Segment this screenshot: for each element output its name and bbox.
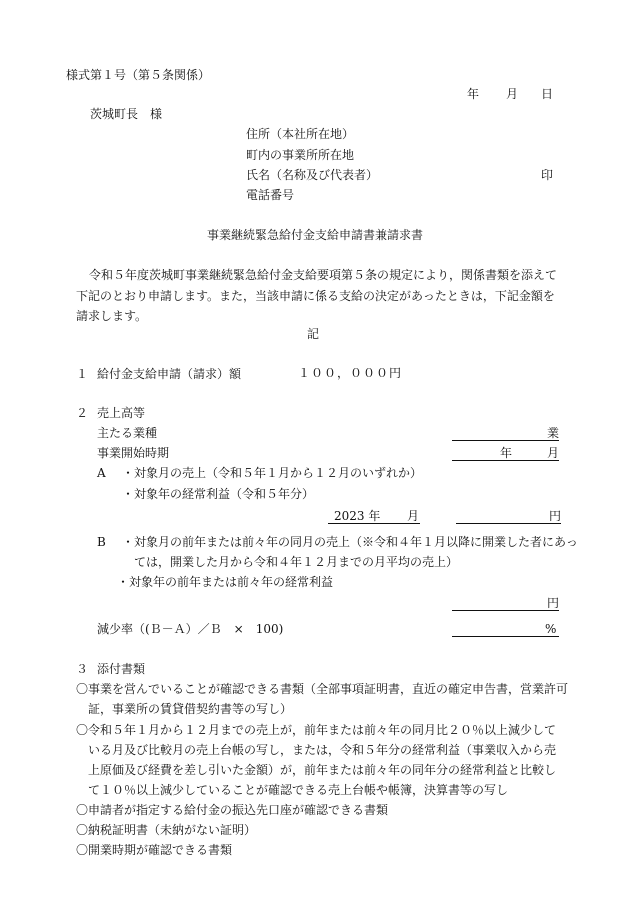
business-type-label: 主たる業種 xyxy=(97,426,158,440)
reduction-rate-underline xyxy=(452,636,559,637)
section3-label: 添付書類 xyxy=(97,662,146,676)
a-year-label: 2023 年 xyxy=(334,509,381,523)
b-amount-underline xyxy=(452,610,559,611)
date-year-label: 年 xyxy=(467,87,480,101)
section1-amount: １００，０００円 xyxy=(298,366,403,380)
attachment-line-1: 〇事業を営んでいることが確認できる書類（全部事項証明書，直近の確定申告書，営業許可 xyxy=(76,682,569,696)
section1-number: １ xyxy=(76,367,89,381)
b-label: B xyxy=(97,535,106,549)
start-period-underline xyxy=(452,460,559,461)
address-label: 住所（本社所在地） xyxy=(246,127,355,141)
start-period-label: 事業開始時期 xyxy=(97,446,170,460)
attachment-line-4: いる月及び比較月の売上台帳の写し，または，令和５年分の経常利益（事業収入から売 xyxy=(76,743,557,757)
reduction-rate-unit: % xyxy=(545,622,557,636)
intro-line-1: 令和５年度茨城町事業継続緊急給付金支給要項第５条の規定により，関係書類を添えて xyxy=(89,268,558,282)
addressee: 茨城町長 様 xyxy=(90,107,163,121)
b-line-2: ては，開業した月から令和４年１２月までの月平均の売上） xyxy=(134,555,459,569)
attachment-line-3: 〇令和５年１月から１２月までの売上が，前年または前々年の同月比２０％以上減少して xyxy=(76,723,557,737)
b-line-3: ・対象年の前年または前々年の経常利益 xyxy=(117,575,334,589)
attachment-line-7: 〇申請者が指定する給付金の振込先口座が確認できる書類 xyxy=(76,803,389,817)
business-type-suffix: 業 xyxy=(547,426,560,440)
section3-number: ３ xyxy=(76,662,89,676)
name-label: 氏名（名称及び代表者） xyxy=(246,168,379,182)
attachment-line-9: 〇開業時期が確認できる書類 xyxy=(76,843,233,857)
date-month-label: 月 xyxy=(506,87,519,101)
ki-mark: 記 xyxy=(307,327,320,341)
reduction-rate-label: 減少率（(Ｂ－Ａ）／Ｂ × 100) xyxy=(97,622,284,636)
attachment-line-6: て１０％以上減少していることが確認できる売上台帳や帳簿，決算書等の写し xyxy=(76,783,509,797)
seal-mark: 印 xyxy=(541,168,554,182)
a-month-label: 月 xyxy=(407,509,420,523)
attachment-line-2: 証，事業所の賃貸借契約書等の写し） xyxy=(76,702,293,716)
a-yen-label: 円 xyxy=(549,509,562,523)
phone-label: 電話番号 xyxy=(246,188,295,202)
section1-label: 給付金支給申請（請求）額 xyxy=(97,367,242,381)
a-amount-underline xyxy=(456,523,561,524)
section2-label: 売上高等 xyxy=(97,406,146,420)
a-line-1: ・対象月の売上（令和５年１月から１２月のいずれか） xyxy=(122,466,423,480)
office-location-label: 町内の事業所所在地 xyxy=(246,148,355,162)
a-line-2: ・対象年の経常利益（令和５年分） xyxy=(122,487,315,501)
form-number: 様式第１号（第５条関係） xyxy=(66,68,211,82)
attachment-line-8: 〇納税証明書（未納がない証明） xyxy=(76,823,257,837)
start-month-label: 月 xyxy=(547,446,560,460)
intro-line-2: 下記のとおり申請します。また，当該申請に係る支給の決定があったときは，下記金額を xyxy=(76,289,555,303)
business-type-underline xyxy=(452,440,559,441)
section2-number: ２ xyxy=(76,406,89,420)
a-label: A xyxy=(97,466,106,480)
attachment-line-5: 上原価及び経費を差し引いた金額）が，前年または前々年の同年分の経常利益と比較し xyxy=(76,763,557,777)
a-period-underline xyxy=(328,523,420,524)
b-yen-label: 円 xyxy=(547,596,560,610)
intro-line-3: 請求します。 xyxy=(76,309,148,323)
date-day-label: 日 xyxy=(541,87,554,101)
document-title: 事業継続緊急給付金支給申請書兼請求書 xyxy=(207,228,424,242)
start-year-label: 年 xyxy=(500,446,513,460)
b-line-1: ・対象月の前年または前々年の同月の売上（※令和４年１月以降に開業した者にあっ xyxy=(122,535,578,549)
